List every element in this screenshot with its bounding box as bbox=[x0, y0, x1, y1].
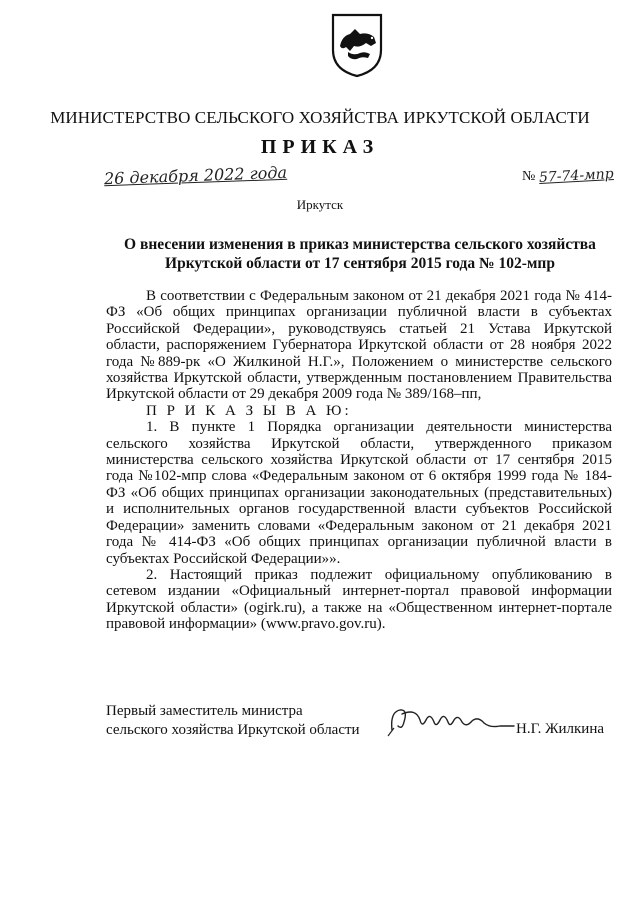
document-type-title: ПРИКАЗ bbox=[260, 136, 380, 158]
subject-line-1: О внесении изменения в приказ министерства сельского хозяйства bbox=[124, 236, 596, 253]
order-body bbox=[106, 288, 612, 633]
signatory-name: Н.Г. Жилкина bbox=[516, 721, 605, 737]
position-line-1: Первый заместитель министра bbox=[106, 703, 303, 719]
handwritten-signature bbox=[386, 700, 516, 740]
preamble-paragraph: В соответствии с Федеральным законом от 21 декабря 2021 года № 414-ФЗ «Об общих принципах организации публичной власти в субъектах Российской Федерации», руководствуясь статьей 21 Устава Иркутской области, распоряжением Губернатора Иркутской области от 28 ноября 2022 года №889-рк «О Жилкиной Н.Г.», Положением о министерстве сельского хозяйства Иркутской области, утвержденным постановлением Правительства Иркутской области от 29 декабря 2009 года № 389/168–пп, bbox=[106, 288, 612, 403]
subject-line-2: Иркутской области от 17 сентября 2015 года № 102-мпр bbox=[165, 255, 555, 272]
order-number: 57-74-мпр bbox=[538, 166, 614, 186]
city-name: Иркутск bbox=[296, 197, 344, 212]
coat-of-arms-emblem bbox=[330, 12, 384, 78]
position-line-2: сельского хозяйства Иркутской области bbox=[106, 722, 360, 738]
item-2-paragraph: 2. Настоящий приказ подлежит официальному опубликованию в сетевом издании «Официальный интернет-портал правовой информации Иркутской области» (ogirk.ru), а также на «Общественном интернет-портале правовой информации» (www.pravo.gov.ru). bbox=[106, 566, 612, 633]
item-1-paragraph: 1. В пункте 1 Порядка организации деятельности министерства сельского хозяйства Иркутской области, утвержденного приказом министерства сельского хозяйства Иркутской области от 17 сентября 2015 года №102-мпр слова «Федеральным законом от 6 октября 1999 года № 184-ФЗ «Об общих принципах организации законодательных (представительных) и исполнительных органов государственной власти субъектов Российской Федерации» заменить словами «Федеральным законом от 21 декабря 2021 года № 414-ФЗ «Об общих принципах организации публичной власти в субъектах Российской Федерации»». bbox=[106, 419, 612, 567]
signatory-position bbox=[106, 702, 360, 740]
order-number-block bbox=[522, 168, 614, 185]
order-subject bbox=[100, 235, 620, 273]
order-date: 26 декабря 2022 года bbox=[103, 162, 288, 189]
ministry-name: МИНИСТЕРСТВО СЕЛЬСКОГО ХОЗЯЙСТВА ИРКУТСКОЙ ОБЛАСТИ bbox=[50, 108, 590, 127]
number-sign: № bbox=[522, 169, 536, 184]
order-word: П Р И К А З Ы В А Ю: bbox=[146, 402, 352, 419]
